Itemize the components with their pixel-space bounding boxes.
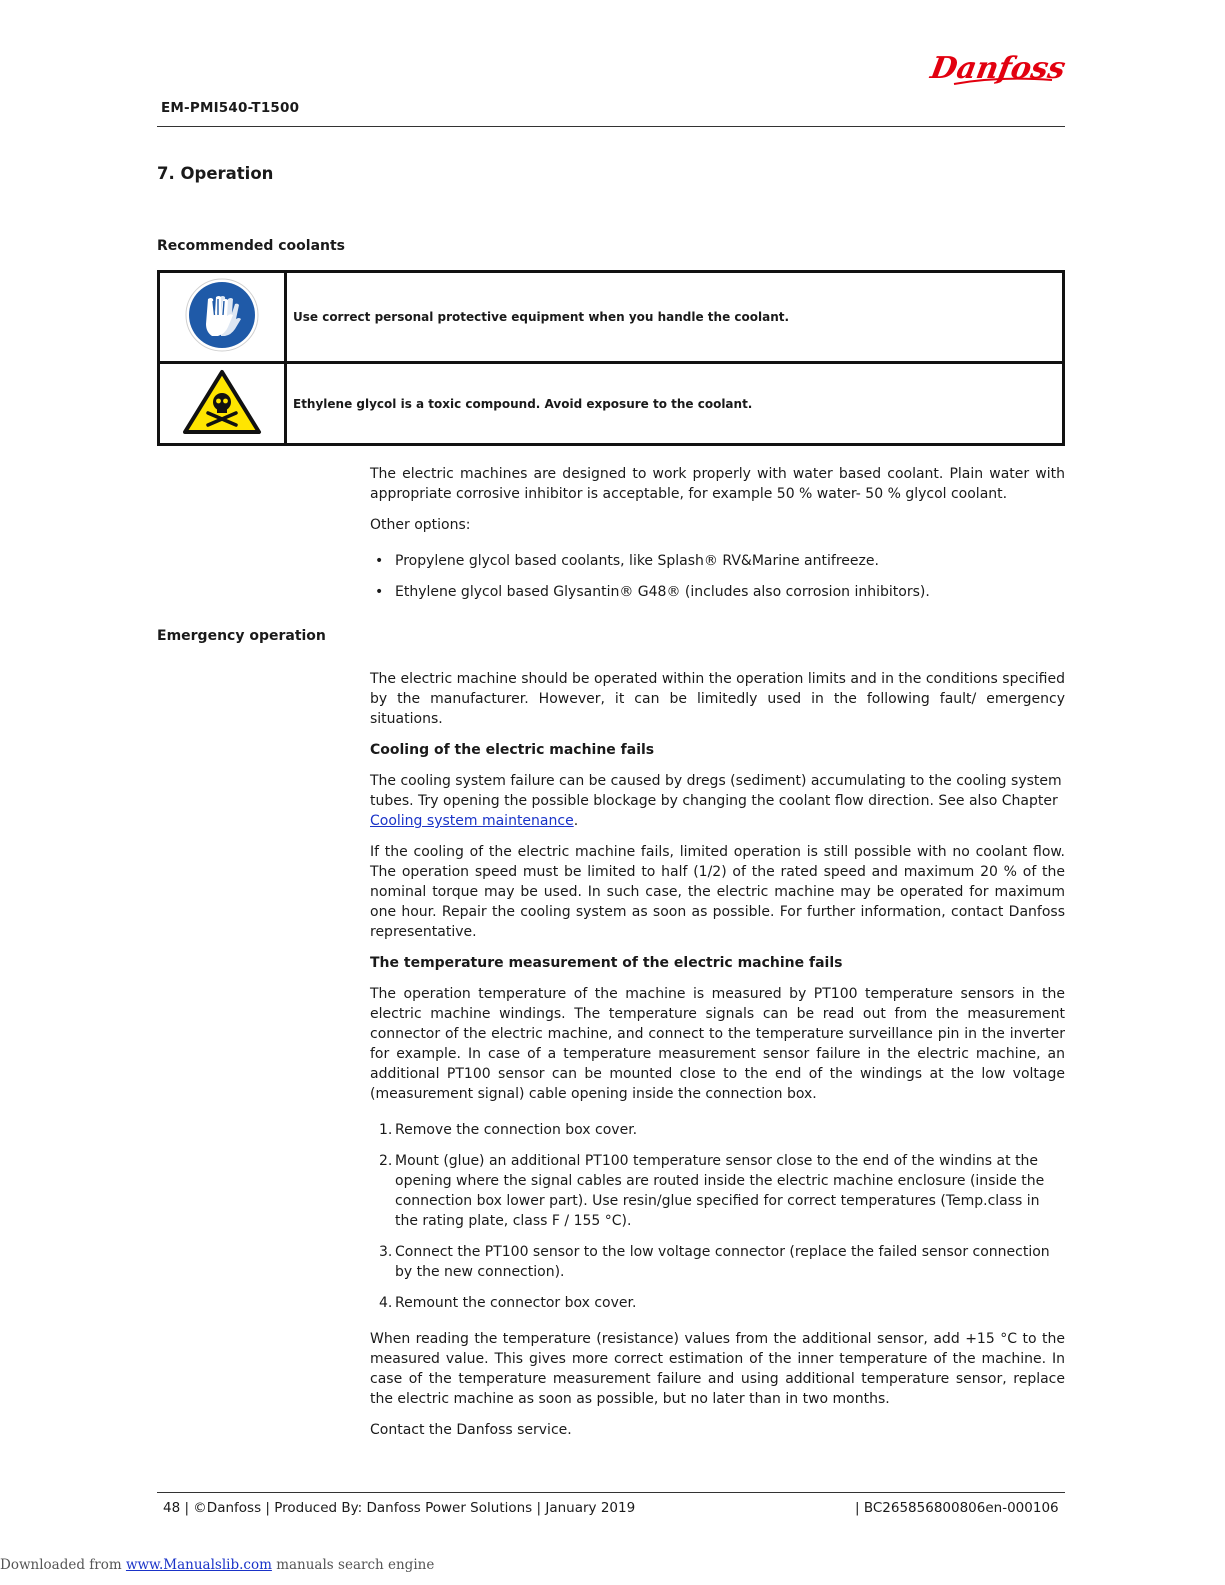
footer-page-info: 48 | ©Danfoss | Produced By: Danfoss Power Solutions | January 2019 (163, 1500, 636, 1516)
document-id: EM-PMI540-T1500 (161, 100, 300, 116)
spacer (370, 613, 1065, 669)
footer-divider (157, 1492, 1065, 1493)
section-heading-emergency: Emergency operation (157, 628, 326, 644)
warning-row (159, 363, 1064, 445)
safety-warning-table (157, 270, 1065, 446)
paragraph-text: The cooling system failure can be caused by dregs (sediment) accumulating to the cooling system tubes. Try opening the possible blockage by changing the coolant flow direction. See also Chapter (370, 773, 1062, 809)
cooling-maintenance-link[interactable]: Cooling system maintenance (370, 813, 574, 829)
list-item (370, 1151, 1065, 1231)
list-item (370, 1293, 1065, 1313)
contact-service-paragraph: Contact the Danfoss service. (370, 1422, 572, 1438)
warning-row (159, 272, 1064, 363)
warning-text: Ethylene glycol is a toxic compound. Avoid exposure to the coolant. (286, 363, 1064, 445)
temperature-measurement-paragraph: The operation temperature of the machine is measured by PT100 temperature sensors in the electric machine windings. The temperature signals can be read out from the measurement connector of the electric machine, and connect to the temperature surveillance pin in the inverter for example. In case of a temperature measurement sensor failure in the electric machine, an additional PT100 sensor can be mounted close to the end of the windings at the low voltage (measurement signal) cable opening inside the connection box. (370, 986, 1065, 1102)
warning-icon-cell (159, 363, 286, 445)
step-text: Remove the connection box cover. (395, 1122, 638, 1138)
paragraph-text: . (573, 813, 579, 829)
step-number: 4. (379, 1295, 393, 1311)
additional-sensor-paragraph: When reading the temperature (resistance) values from the additional sensor, add +15 °C to the measured value. This gives more correct estimation of the inner temperature of the machine. In case of the temperature measurement failure and using additional temperature sensor, replace the electric machine as soon as possible, but no later than in two months. (370, 1331, 1065, 1407)
list-item (370, 1120, 1065, 1140)
list-item-text: Ethylene glycol based Glysantin® G48® (includes also corrosion inhibitors). (395, 584, 930, 600)
warning-icon-cell (159, 272, 286, 363)
manualslib-link[interactable]: www.Manualslib.com (125, 1557, 272, 1573)
chapter-title: 7. Operation (157, 164, 274, 183)
step-text: Remount the connector box cover. (395, 1295, 637, 1311)
header-divider (157, 126, 1065, 127)
step-text: Connect the PT100 sensor to the low voltage connector (replace the failed sensor connection by the new connection). (395, 1244, 1050, 1280)
list-item-text: Propylene glycol based coolants, like Splash® RV&Marine antifreeze. (395, 553, 879, 569)
danfoss-logo (928, 46, 1069, 90)
other-options-label: Other options: (370, 517, 471, 533)
footer-document-code: | BC265856800806en-000106 (855, 1500, 1059, 1516)
subheading-temperature-fails: The temperature measurement of the electric machine fails (370, 955, 843, 971)
list-item (370, 551, 1065, 571)
emergency-intro-paragraph: The electric machine should be operated within the operation limits and in the conditions specified by the manufacturer. However, it can be limitedly used in the following fault/ emergency situations. (370, 671, 1065, 727)
section-heading-coolants: Recommended coolants (157, 238, 346, 254)
step-number: 3. (379, 1244, 393, 1260)
toxic-warning-icon (182, 420, 262, 439)
warning-text: Use correct personal protective equipment when you handle the coolant. (286, 272, 1064, 363)
coolant-options-list (370, 551, 1065, 602)
body-content (370, 464, 1065, 1451)
bullet-marker: • (375, 553, 384, 569)
subheading-cooling-fails: Cooling of the electric machine fails (370, 742, 655, 758)
step-number: 2. (379, 1153, 393, 1169)
coolant-intro-paragraph: The electric machines are designed to work properly with water based coolant. Plain water with appropriate corrosive inhibitor is acceptable, for example 50 % water- 50 % glycol coolant. (370, 466, 1065, 502)
step-text: Mount (glue) an additional PT100 temperature sensor close to the end of the windins at the opening where the signal cables are routed inside the electric machine enclosure (inside the connection box lower part). Use resin/glue specified for correct temperatures (Temp.class in the rating plate, class F / 155 °C). (395, 1153, 1045, 1229)
download-source-bar (0, 1557, 434, 1573)
limited-operation-paragraph: If the cooling of the electric machine fails, limited operation is still possible with no coolant flow. The operation speed must be limited to half (1/2) of the rated speed and maximum 20 % of the nominal torque may be used. In such case, the electric machine may be operated for maximum one hour. Repair the cooling system as soon as possible. For further information, contact Danfoss representative. (370, 844, 1065, 940)
cooling-failure-paragraph (370, 771, 1065, 831)
bullet-marker: • (375, 584, 384, 600)
download-prefix: Downloaded from (0, 1557, 122, 1573)
step-number: 1. (379, 1122, 393, 1138)
svg-text:Danfoss: Danfoss (928, 51, 1069, 86)
sensor-replacement-steps (370, 1120, 1065, 1313)
list-item (370, 582, 1065, 602)
download-suffix: manuals search engine (271, 1557, 435, 1573)
gloves-icon (184, 338, 260, 357)
list-item (370, 1242, 1065, 1282)
